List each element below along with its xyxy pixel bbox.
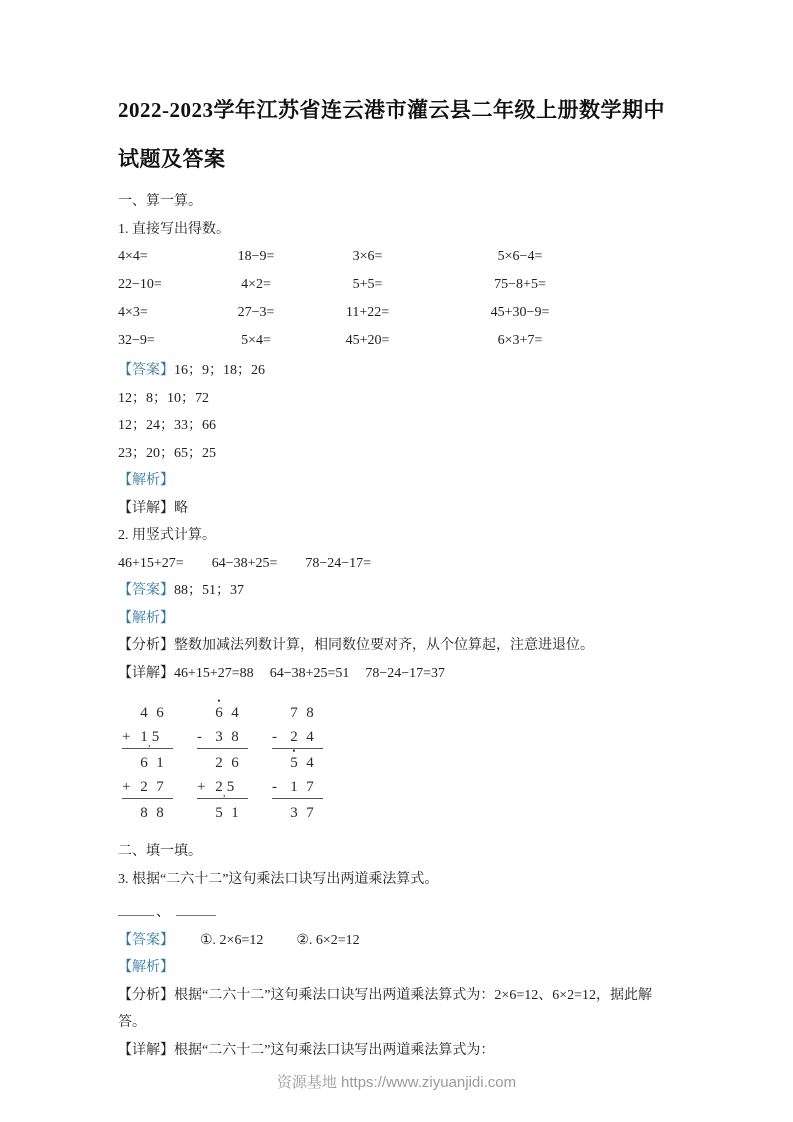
vcalc-row [197, 749, 248, 774]
digit: 5 [226, 779, 235, 795]
digit: 3 [215, 729, 223, 745]
digit-with-borrow-dot: 6 • [211, 705, 227, 722]
digit: 1 [140, 729, 148, 745]
minus-sign: - [272, 729, 277, 745]
q3-analysis-tag [118, 954, 677, 982]
plus-sign: + [122, 779, 131, 795]
fenxi-text: 整数加减法列数计算，相同数位要对齐，从个位算起，注意进退位。 [174, 638, 594, 653]
equation: 5×4= [241, 333, 271, 348]
equation: 32−9= [118, 333, 155, 348]
q2-analysis-tag [118, 605, 677, 633]
expression: 78−24−17= [305, 555, 372, 571]
digit: 5 [215, 805, 223, 821]
detail-tag: 【详解】 [118, 665, 174, 681]
digit: 7 [290, 705, 298, 721]
expression: 46+15+27= [118, 555, 184, 571]
digit: 6 [231, 755, 239, 771]
answer-tag: 【答案】 [118, 932, 174, 948]
digit: 1 [156, 755, 164, 771]
q2-detail [118, 660, 677, 688]
digit: 2 [290, 729, 298, 745]
digit: 4 [140, 705, 148, 721]
detail-item: 64−38+25=51 [269, 665, 350, 681]
digit: 2 [140, 779, 148, 795]
equation: 45+30−9= [490, 305, 550, 320]
q1-answer-line-4: 23；20；65；25 [118, 445, 216, 461]
answer-tag: 【答案】 [118, 363, 174, 378]
q1-answer-line-2: 12；8；10；72 [118, 390, 209, 406]
section2-heading: 二、填一填。 [118, 844, 202, 859]
q2-fenxi [118, 632, 677, 660]
equation: 45+20= [345, 333, 390, 348]
equation: 18−9= [237, 249, 275, 264]
section1-heading: 一、算一算。 [118, 194, 202, 209]
equation: 4×3= [118, 305, 148, 320]
vertical-calculation [197, 699, 248, 824]
vcalc-row [272, 724, 323, 749]
vcalc-row [122, 749, 173, 774]
carry-mark: , [148, 738, 151, 749]
detail-tag: 【详解】 [118, 500, 174, 516]
digit: 7 [306, 805, 314, 821]
vertical-calculation [122, 699, 173, 824]
vcalc-row [122, 724, 173, 749]
digit: 5 [151, 729, 160, 745]
analysis-tag: 【解析】 [118, 473, 174, 488]
vcalc-row [122, 799, 173, 824]
vcalc-row [272, 749, 323, 774]
equation: 27−3= [237, 305, 275, 320]
digit-with-borrow-dot: 5 • [286, 755, 302, 772]
analysis-tag: 【解析】 [118, 960, 174, 975]
plus-sign: + [122, 729, 131, 745]
q3-prompt: 3. 根据“二六十二”这句乘法口诀写出两道乘法算式。 [118, 871, 439, 887]
q2-prompt: 2. 用竖式计算。 [118, 528, 216, 543]
detail-item: 78−24−17=37 [365, 665, 446, 681]
answer-blank [118, 901, 154, 916]
carry-mark: , [223, 788, 226, 799]
digit: 8 [140, 805, 148, 821]
fenxi-tag: 【分析】 [118, 638, 174, 653]
vertical-calculation [272, 699, 323, 824]
equation: 6×3+7= [497, 333, 543, 348]
q3-fenxi [118, 982, 677, 1037]
vcalc-row [197, 699, 248, 724]
q2-answer [118, 577, 677, 605]
vcalc-row [122, 699, 173, 724]
q3-answer [118, 927, 677, 955]
detail-tag: 【详解】 [118, 1042, 174, 1058]
digit: 6 [140, 755, 148, 771]
digit: 3 [290, 805, 298, 821]
detail-text: 略 [174, 500, 188, 516]
q1-equation-grid [118, 243, 677, 355]
fenxi-tag: 【分析】 [118, 987, 174, 1003]
answer-values: 88；51；37 [174, 583, 244, 598]
vcalc-row [197, 724, 248, 749]
digit: 4 [306, 755, 314, 771]
digit: 4 [306, 729, 314, 745]
equation: 5+5= [352, 277, 383, 292]
document-title: 2022-2023学年江苏省连云港市灌云县二年级上册数学期中试题及答案 [118, 98, 665, 171]
equation: 22−10= [118, 277, 162, 292]
q1-analysis-tag [118, 467, 677, 495]
digit: 8 [231, 729, 239, 745]
vcalc-row [197, 799, 248, 824]
plus-sign: + [197, 779, 206, 795]
digit: 4 [231, 705, 239, 721]
digit: 8 [306, 705, 314, 721]
detail-text: 根据“二六十二”这句乘法口诀写出两道乘法算式为： [174, 1042, 495, 1058]
digit: 1 [290, 779, 298, 795]
q1-answer-line-1 [118, 357, 677, 385]
vcalc-row [272, 699, 323, 724]
digit: 2 [215, 779, 223, 795]
analysis-tag: 【解析】 [118, 610, 174, 626]
vcalc-row [197, 774, 248, 799]
q3-blanks [118, 899, 677, 927]
minus-sign: - [197, 729, 202, 745]
digit: 8 [156, 805, 164, 821]
footer-link[interactable]: 资源基地 https://www.ziyuanjidi.com [276, 1074, 517, 1091]
digit: 6 [156, 705, 164, 721]
digit: 1 [231, 805, 239, 821]
digit: 7 [156, 779, 164, 795]
detail-item: 46+15+27=88 [174, 665, 254, 681]
answer-blank [176, 901, 216, 916]
vertical-calcs [122, 699, 677, 824]
answer-values: 16；9；18；26 [174, 363, 265, 378]
vcalc-row [272, 799, 323, 824]
equation: 4×4= [118, 249, 148, 264]
equation: 5×6−4= [497, 249, 543, 264]
equation: 75−8+5= [494, 277, 546, 292]
q1-prompt: 1. 直接写出得数。 [118, 221, 230, 237]
answer-tag: 【答案】 [118, 583, 174, 598]
vcalc-row [272, 774, 323, 799]
q2-expressions [118, 550, 677, 578]
blank-separator: 、 [156, 905, 170, 920]
digit: 7 [306, 779, 314, 795]
minus-sign: - [272, 779, 277, 795]
q3-detail [118, 1037, 677, 1065]
fenxi-text: 根据“二六十二”这句乘法口诀写出两道乘法算式为：2×6=12、6×2=12，据此解答。 [118, 987, 653, 1030]
answer-item: ②. 6×2=12 [296, 932, 360, 948]
vcalc-row [122, 774, 173, 799]
equation: 3×6= [352, 249, 383, 264]
digit: 2 [215, 755, 223, 771]
expression: 64−38+25= [211, 555, 278, 571]
answer-item: ①. 2×6=12 [200, 932, 264, 948]
q1-detail [118, 495, 677, 523]
page-footer [0, 1071, 793, 1092]
equation: 11+22= [345, 305, 390, 320]
equation: 4×2= [241, 277, 271, 292]
q1-answer-line-3: 12；24；33；66 [118, 418, 216, 433]
